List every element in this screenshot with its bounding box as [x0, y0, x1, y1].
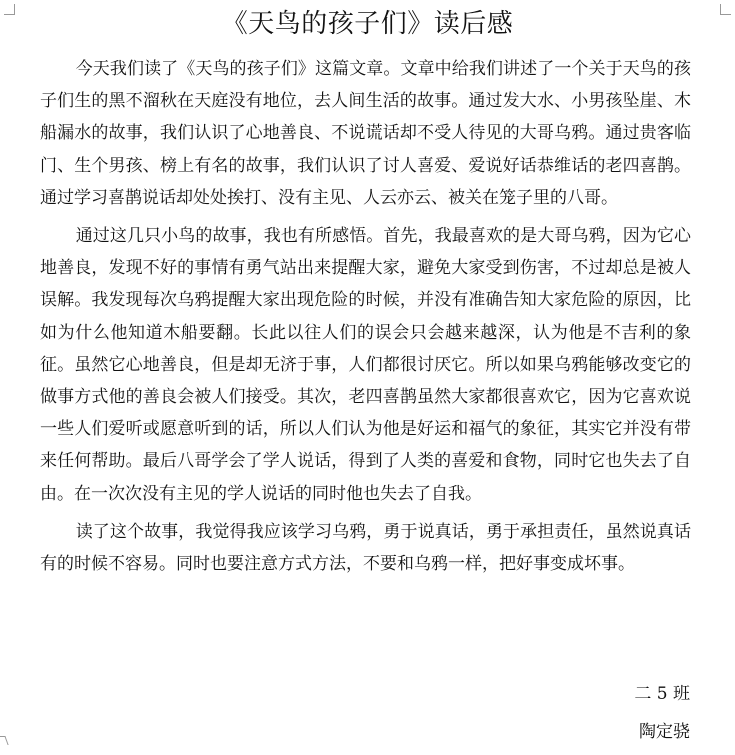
document-body: [40, 53, 691, 586]
document-title: 《天鸟的孩子们》读后感: [221, 9, 514, 39]
paragraph-2: 通过这几只小鸟的故事，我也有所感悟。首先，我最喜欢的是大哥乌鸦，因为它心地善良，发现不好的事情有勇气站出来提醒大家，避免大家受到伤害，不过却总是被人误解。我发现每次乌鸦提醒大家出现危险的时候，并没有准确告知大家危险的原因，比如为什么他知道木船要翻。长此以往人们的误会只会越来越深，认为他是不吉利的象征。虽然它心地善良，但是却无济于事，人们都很讨厌它。所以如果乌鸦能够改变它的做事方式他的善良会被人们接受。其次，老四喜鹊虽然大家都很喜欢它，因为它喜欢说一些人们爱听或愿意听到的话，所以人们认为他是好运和福气的象征，其实它并没有带来任何帮助。最后八哥学会了学人说话，得到了人类的喜爱和食物，同时它也失去了自由。在一次次没有主见的学人说话的同时他也失去了自我。: [40, 226, 691, 504]
paragraph-1: 今天我们读了《天鸟的孩子们》这篇文章。文章中给我们讲述了一个关于天鸟的孩子们生的黑不溜秋在天庭没有地位，去人间生活的故事。通过发大水、小男孩坠崖、木船漏水的故事，我们认识了心地善良、不说谎话却不受人待见的大哥乌鸦。通过贵客临门、生个男孩、榜上有名的故事，我们认识了讨人喜爱、爱说好话恭维话的老四喜鹊。通过学习喜鹊说话却处处挨打、没有主见、人云亦云、被关在笼子里的八哥。: [40, 59, 691, 208]
author-name: 陶定骁: [639, 722, 690, 742]
crop-mark-bottom-left: [0, 736, 9, 745]
class-label: 二 5 班: [634, 684, 690, 704]
paragraph-3: 读了这个故事，我觉得我应该学习乌鸦，勇于说真话，勇于承担责任，虽然说真话有的时候不容易。同时也要注意方式方法，不要和乌鸦一样，把好事变成坏事。: [40, 521, 691, 575]
